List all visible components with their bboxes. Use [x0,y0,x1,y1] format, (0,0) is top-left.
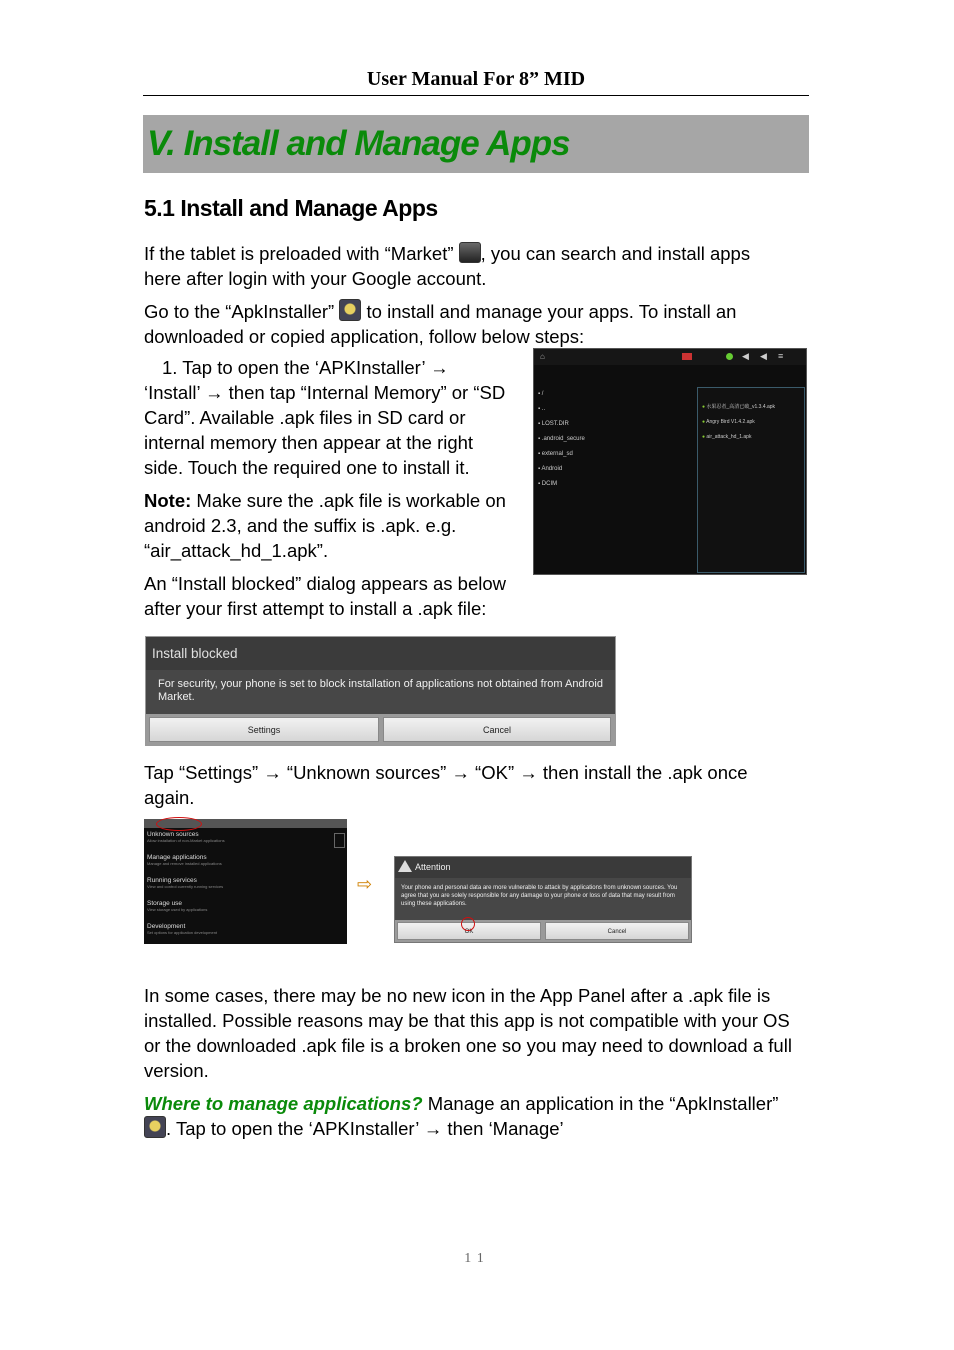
paragraph-text: after your first attempt to install a .apk file: [144,598,487,619]
apk-file-label: 水果忍者_高清已破_v1.3.4.apk [706,404,776,410]
warning-icon [398,860,412,872]
settings-item-title: Running services [147,877,197,884]
folder-item[interactable] [538,447,573,461]
folder-icon: ▪ [538,391,542,397]
paragraph-text: If the tablet is preloaded with “Market” [144,243,454,264]
paragraph-text: downloaded or copied application, follow below steps: [144,326,585,347]
apkinstaller-icon [144,1116,166,1138]
file-browser-screenshot [533,348,807,575]
folder-icon: ▪ [538,406,542,412]
settings-item-title: Manage applications [147,854,207,861]
folder-label: .android_secure [541,436,585,442]
paragraph-line: or the downloaded .apk file is a broken one so you may need to download a full [144,1035,792,1056]
attention-message: Your phone and personal data are more vulnerable to attack by applications from unknown sources. You agree that you are solely responsible for any damage to your phone or loss of data that may result from using these applications. [401,885,678,907]
settings-item[interactable] [147,923,217,935]
tap-settings-paragraph [144,760,748,810]
step-1 [144,355,520,480]
step-line: ‘Install’ → then tap “Internal Memory” or “SD [144,382,506,403]
dialog-title: Install blocked [152,646,238,661]
battery-icon [682,353,692,360]
folder-label: .. [541,406,546,412]
note-text: Make sure the .apk file is workable on [191,490,506,511]
step-line: side. Touch the required one to install it. [144,457,470,478]
attention-button-bar [395,920,691,942]
folder-label: LOST.DIR [541,421,569,427]
step-line: 1. Tap to open the ‘APKInstaller’ → [162,357,449,378]
settings-item[interactable] [147,854,222,866]
manage-label: Where to manage applications? [144,1093,423,1114]
android-icon [726,353,733,360]
header-rule [143,95,809,96]
paragraph-line: version. [144,1060,209,1081]
settings-item-summary: View storage used by applications [147,907,208,912]
back-icon: ◀ [742,351,749,361]
apk-file-label: Angry Bird V1.4.2.apk [706,419,755,425]
folder-label: DCIM [541,481,558,487]
paragraph-text: Go to the “ApkInstaller” [144,301,335,322]
paragraph-apkinstaller [144,299,736,349]
apk-file-item[interactable] [702,400,775,414]
folder-item[interactable] [538,462,562,476]
apkinstaller-icon [339,299,361,321]
volume-icon: ◀ [760,351,767,361]
attention-body [395,878,691,920]
paragraph-line: installed. Possible reasons may be that this app is not compatible with your OS [144,1010,790,1031]
folder-label: / [541,391,544,397]
settings-item[interactable] [147,831,225,843]
settings-item[interactable] [147,900,207,912]
home-icon: ⌂ [540,352,545,361]
ok-button[interactable]: OK [397,922,541,940]
cancel-button[interactable]: Cancel [383,717,611,742]
highlight-circle [461,917,475,931]
paragraph-market [144,241,750,291]
step-line: Card”. Available .apk files in SD card or [144,407,466,428]
paragraph-text: Manage an application in the “ApkInstaller” [422,1093,779,1114]
cancel-button[interactable]: Cancel [545,922,689,940]
folder-item[interactable] [538,402,545,416]
paragraph-text: , you can search and install apps [480,243,751,264]
settings-item-title: Unknown sources [147,831,199,838]
section-title: 5.1 Install and Manage Apps [144,195,438,221]
paragraph-text: . Tap to open the ‘APKInstaller’ → then ‘Manage’ [166,1118,564,1139]
folder-icon: ▪ [538,436,542,442]
settings-screenshot [144,819,347,944]
note-text: “air_attack_hd_1.apk”. [144,540,329,561]
folder-item[interactable] [538,432,585,446]
settings-item-summary: View and control currently running services [147,884,224,889]
apk-file-item[interactable] [702,415,755,429]
paragraph-text: again. [144,787,195,808]
folder-icon: ▪ [538,466,542,472]
cases-paragraph [144,983,814,1083]
attention-dialog-screenshot [394,856,692,943]
paragraph-text: here after login with your Google account. [144,268,487,289]
paragraph-text: Tap “Settings” → “Unknown sources” → “OK” → then install the .apk once [144,762,748,783]
dialog-button-bar [146,714,615,745]
apk-icon: ● [702,419,707,425]
chapter-title: V. Install and Manage Apps [147,124,570,163]
status-bar [534,349,806,365]
folder-item[interactable] [538,387,543,401]
apk-file-label: air_attack_hd_1.apk [706,434,752,440]
settings-item-summary: Set options for application development [147,930,218,935]
step-line: internal memory then appear at the right [144,432,474,453]
folder-item[interactable] [538,477,557,491]
folder-list [534,373,694,573]
settings-item-title: Storage use [147,900,183,907]
settings-button[interactable]: Settings [149,717,379,742]
running-header: User Manual For 8” MID [366,68,586,90]
checkbox-icon[interactable] [334,833,345,848]
paragraph-line: In some cases, there may be no new icon in the App Panel after a .apk file is [144,985,771,1006]
menu-icon: ≡ [778,351,784,361]
settings-item-title: Development [147,923,186,930]
apk-icon: ● [702,434,707,440]
folder-icon: ▪ [538,451,542,457]
folder-item[interactable] [538,417,569,431]
note-block [144,488,520,563]
apk-icon: ● [702,404,707,410]
blocked-intro [144,571,506,621]
apk-file-panel [697,387,805,573]
market-icon [459,242,481,263]
folder-label: Android [541,466,563,472]
right-arrow-icon: ⇨ [357,874,373,894]
folder-icon: ▪ [538,421,542,427]
settings-item[interactable] [147,877,223,889]
page-number: 11 [464,1251,490,1266]
folder-icon: ▪ [538,481,542,487]
paragraph-text: An “Install blocked” dialog appears as below [144,573,506,594]
dialog-body [146,670,615,714]
settings-item-summary: Manage and remove installed applications [147,861,222,866]
note-label: Note: [144,490,192,511]
paragraph-text: to install and manage your apps. To install an [366,301,737,322]
folder-label: external_sd [541,451,573,457]
manage-paragraph [144,1091,814,1141]
install-blocked-dialog [145,636,616,746]
settings-item-summary: Allow installation of non-Market applications [147,838,225,843]
apk-file-item[interactable] [702,430,751,444]
attention-title: Attention [415,862,451,872]
highlight-circle [156,817,202,831]
dialog-message: For security, your phone is set to block installation of applications not obtained from Android Market. [158,678,603,703]
note-text: android 2.3, and the suffix is .apk. e.g. [144,515,457,536]
